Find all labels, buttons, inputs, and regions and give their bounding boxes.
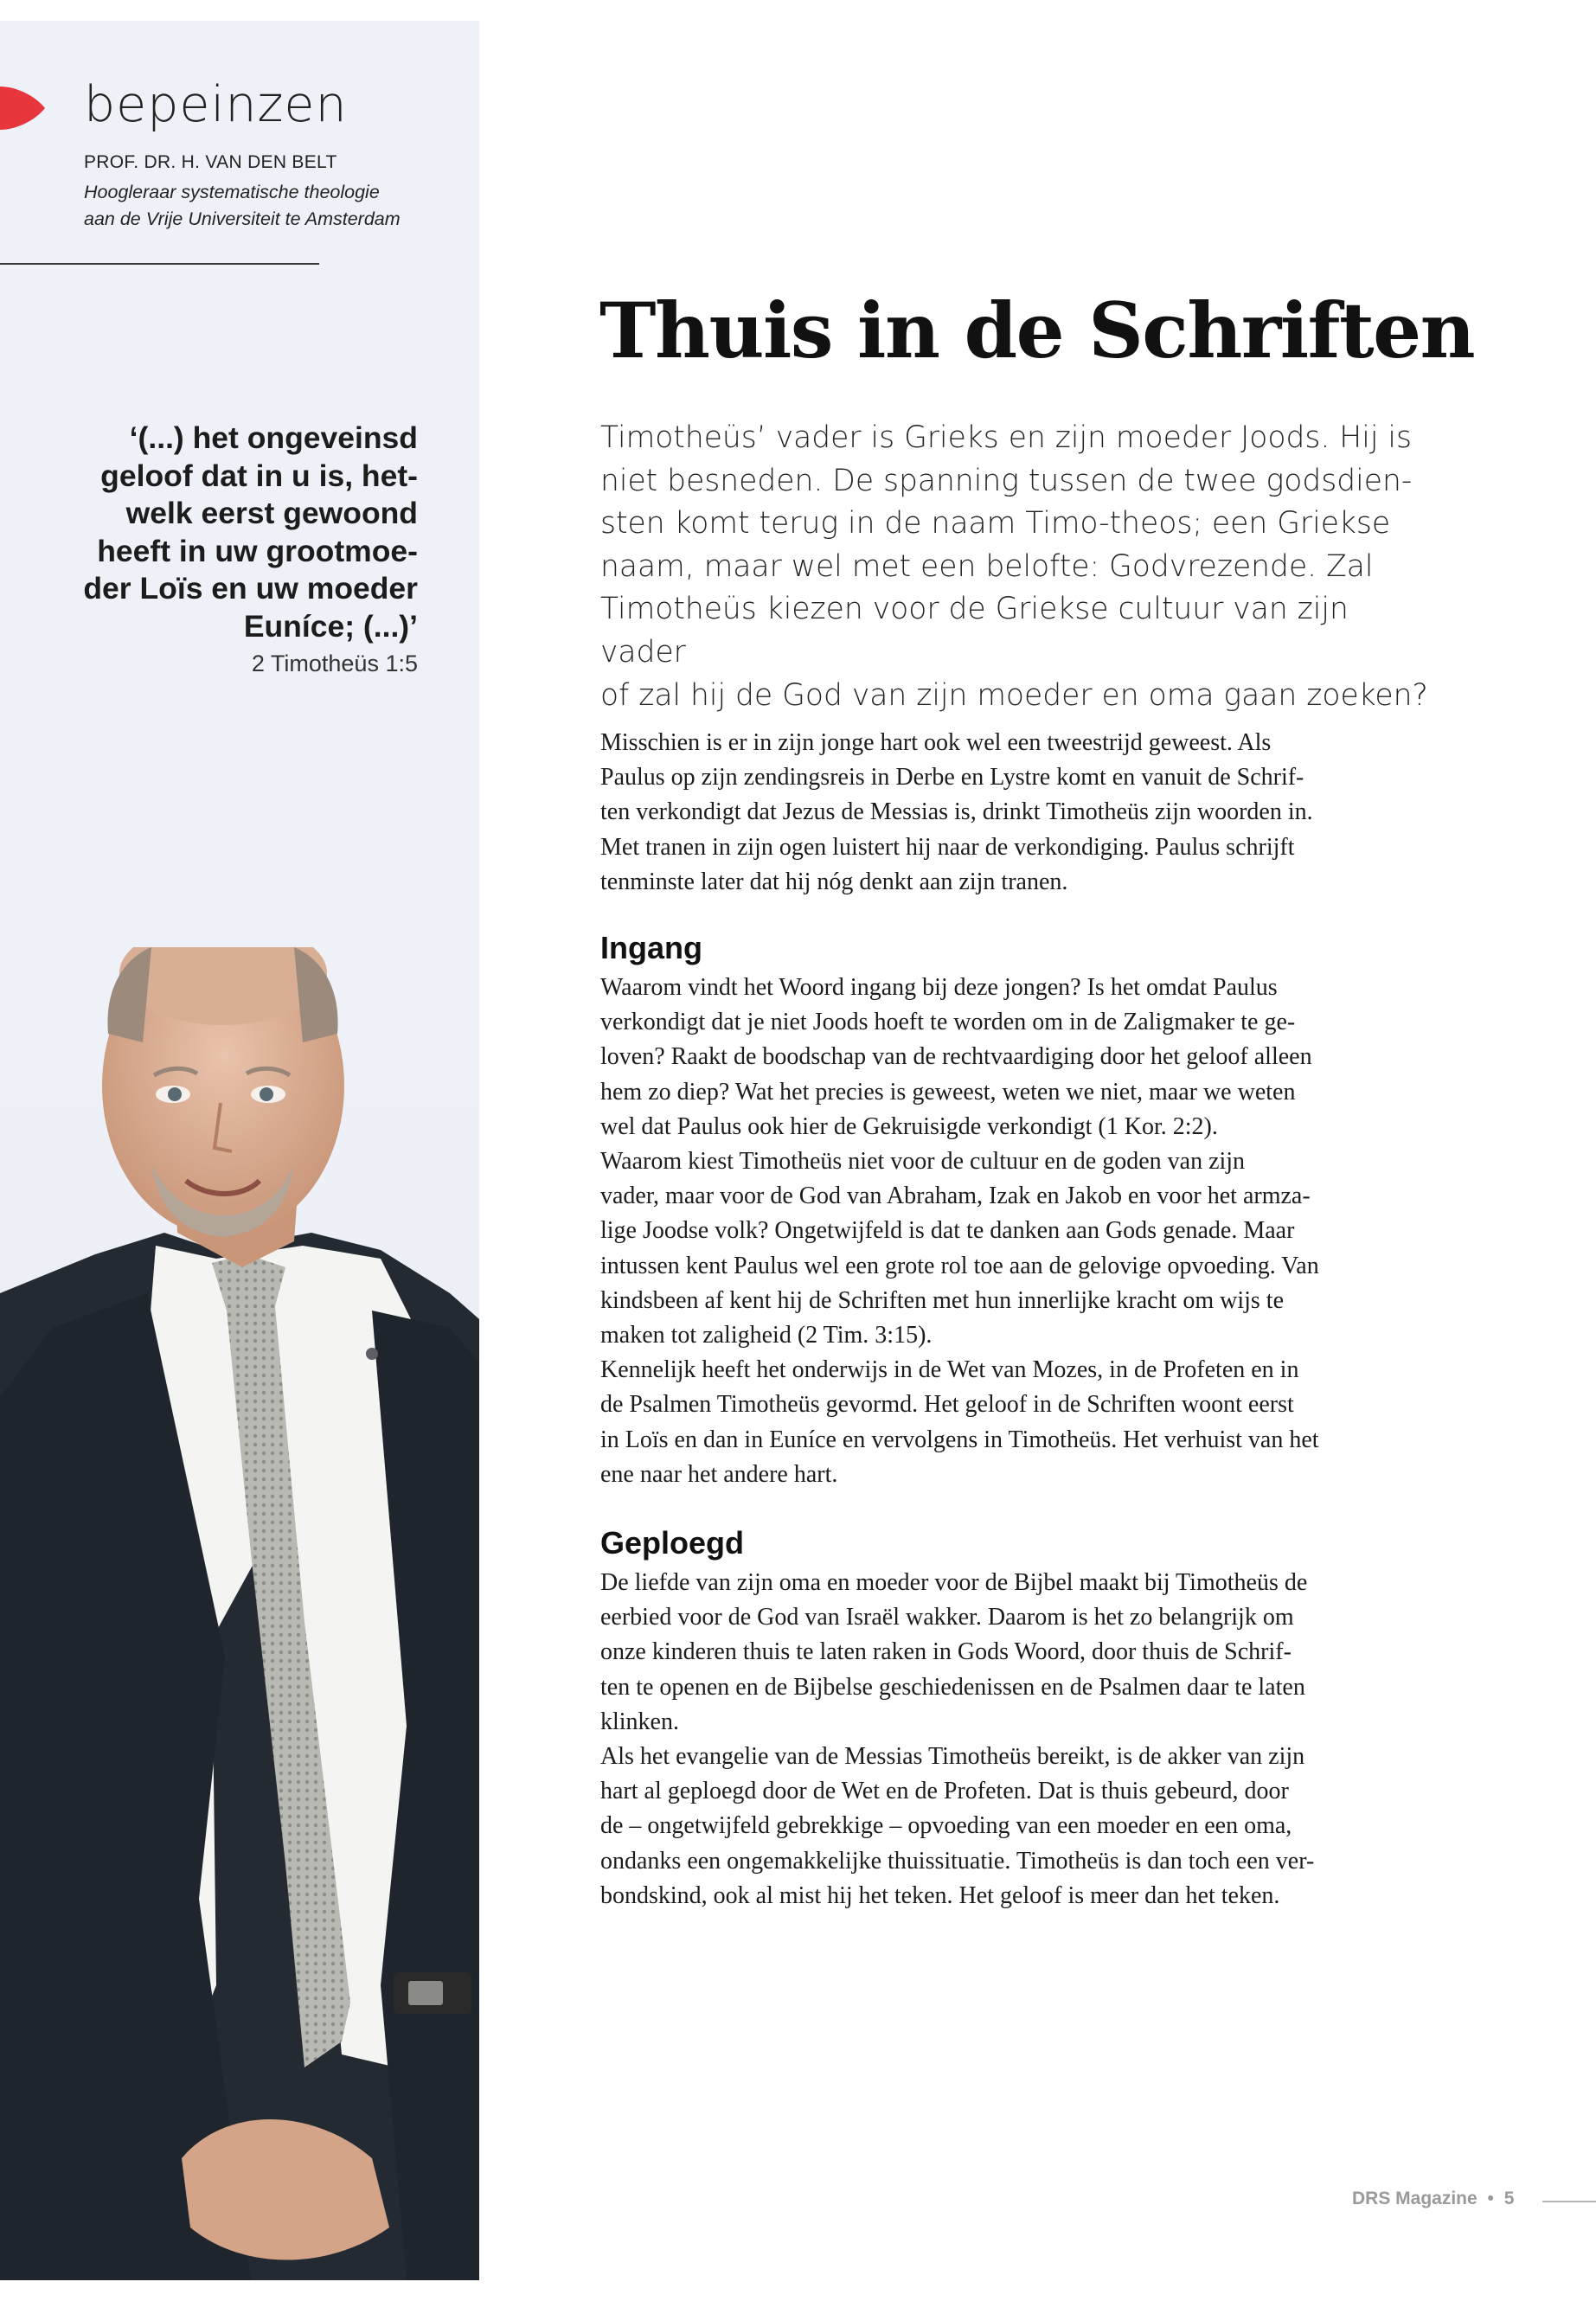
author-role: [84, 179, 401, 233]
body-line: hem zo diep? Wat het precies is geweest, weten we niet, maar we weten: [600, 1078, 1296, 1106]
paragraph-2: [600, 971, 1431, 1492]
paragraph-3: [600, 1566, 1431, 1913]
body-line: tenminste later dat hij nóg denkt aan zijn tranen.: [600, 868, 1068, 895]
body-line: Als het evangelie van de Messias Timotheüs bereikt, is de akker van zijn: [600, 1743, 1305, 1771]
body-line: onze kinderen thuis te laten raken in Gods Woord, door thuis de Schrif-: [600, 1638, 1292, 1666]
article-intro: [600, 417, 1431, 717]
body-line: de Psalmen Timotheüs gevormd. Het geloof in de Schriften woont eerst: [600, 1391, 1294, 1419]
intro-line: of zal hij de God van zijn moeder en oma gaan zoeken?: [600, 677, 1428, 713]
body-line: kindsbeen af kent hij de Schriften met hun innerlijke kracht om wijs te: [600, 1286, 1285, 1314]
body-line: wel dat Paulus ook hier de Gekruisigde verkondigt (1 Kor. 2:2).: [600, 1112, 1218, 1140]
body-line: Waarom kiest Timotheüs niet voor de cultuur en de goden van zijn: [600, 1148, 1246, 1176]
body-line: Paulus op zijn zendingsreis in Derbe en Lystre komt en vanuit de Schrif-: [600, 764, 1304, 792]
body-line: Kennelijk heeft het onderwijs in de Wet van Mozes, in de Profeten en in: [600, 1356, 1299, 1384]
body-line: ondanks een ongemakkelijke thuissituatie. Timotheüs is dan toch een ver-: [600, 1847, 1315, 1875]
body-line: ene naar het andere hart.: [600, 1460, 838, 1488]
body-line: intussen kent Paulus wel een grote rol toe aan de gelovige opvoeding. Van: [600, 1252, 1319, 1279]
magazine-name: DRS Magazine: [1352, 2189, 1477, 2208]
author-name: PROF. DR. H. VAN DEN BELT: [84, 152, 337, 172]
quote-line: ‘(...) het ongeveinsd: [129, 420, 418, 455]
quote-reference: 2 Timotheüs 1:5: [251, 651, 418, 676]
section-marker-icon: [0, 87, 45, 130]
body-line: vader, maar voor de God van Abraham, Izak en Jakob en voor het armza-: [600, 1183, 1311, 1210]
author-portrait: [0, 947, 479, 2280]
quote-line: Euníce; (...)’: [243, 608, 418, 644]
author-role-line: aan de Vrije Universiteit te Amsterdam: [84, 208, 401, 229]
paragraph-1: [600, 726, 1431, 900]
body-line: maken tot zaligheid (2 Tim. 3:15).: [600, 1322, 933, 1349]
body-line: klinken.: [600, 1708, 679, 1735]
body-line: bondskind, ook al mist hij het teken. Het geloof is meer dan het teken.: [600, 1881, 1280, 1909]
body-line: loven? Raakt de boodschap van de rechtvaardiging door het geloof alleen: [600, 1043, 1312, 1071]
body-line: Misschien is er in zijn jonge hart ook wel een tweestrijd geweest. Als: [600, 729, 1272, 756]
body-line: ten verkondigt dat Jezus de Messias is, drinkt Timotheüs zijn woorden in.: [600, 798, 1313, 826]
intro-line: niet besneden. De spanning tussen de twee godsdien-: [600, 463, 1413, 498]
quote-line: welk eerst gewoond: [125, 496, 418, 531]
body-line: verkondigt dat je niet Joods hoeft te worden om in de Zaligmaker te ge-: [600, 1009, 1296, 1036]
body-line: Waarom vindt het Woord ingang bij deze jongen? Is het omdat Paulus: [600, 974, 1278, 1001]
footer-rule: [1542, 2201, 1596, 2202]
pull-quote: [37, 420, 418, 646]
article-title: Thuis in de Schriften: [599, 285, 1475, 375]
body-line: de – ongetwijfeld gebrekkige – opvoeding van een moeder en een oma,: [600, 1812, 1292, 1840]
intro-line: naam, maar wel met een belofte: Godvrezende. Zal: [600, 548, 1374, 584]
heading-ingang: Ingang: [600, 930, 702, 965]
page-number: 5: [1503, 2189, 1515, 2208]
footer-separator: •: [1487, 2189, 1494, 2208]
body-line: ten te openen en de Bijbelse geschiedenissen en de Psalmen daar te laten: [600, 1673, 1305, 1701]
body-line: De liefde van zijn oma en moeder voor de Bijbel maakt bij Timotheüs de: [600, 1569, 1308, 1596]
quote-line: der Loïs en uw moeder: [83, 571, 418, 606]
intro-line: Timotheüs’ vader is Grieks en zijn moeder Joods. Hij is: [600, 420, 1412, 455]
body-line: in Loïs en dan in Euníce en vervolgens in Timotheüs. Het verhuist van het: [600, 1426, 1319, 1453]
section-title: bepeinzen: [84, 76, 348, 133]
heading-geploegd: Geploegd: [600, 1525, 745, 1561]
body-line: hart al geploegd door de Wet en de Profeten. Dat is thuis gebeurd, door: [600, 1778, 1289, 1805]
page-footer: [1352, 2189, 1514, 2209]
body-line: eerbied voor de God van Israël wakker. Daarom is het zo belangrijk om: [600, 1604, 1294, 1631]
intro-line: Timotheüs kiezen voor de Griekse cultuur van zijn vader: [600, 592, 1349, 670]
quote-line: heeft in uw grootmoe-: [97, 533, 418, 568]
intro-line: sten komt terug in de naam Timo-theos; een Griekse: [600, 506, 1391, 542]
author-role-line: Hoogleraar systematische theologie: [84, 182, 380, 202]
author-divider: [0, 263, 319, 265]
body-line: Met tranen in zijn ogen luistert hij naar de verkondiging. Paulus schrijft: [600, 833, 1295, 861]
body-line: lige Joodse volk? Ongetwijfeld is dat te danken aan Gods genade. Maar: [600, 1217, 1295, 1245]
quote-line: geloof dat in u is, het-: [100, 458, 418, 493]
